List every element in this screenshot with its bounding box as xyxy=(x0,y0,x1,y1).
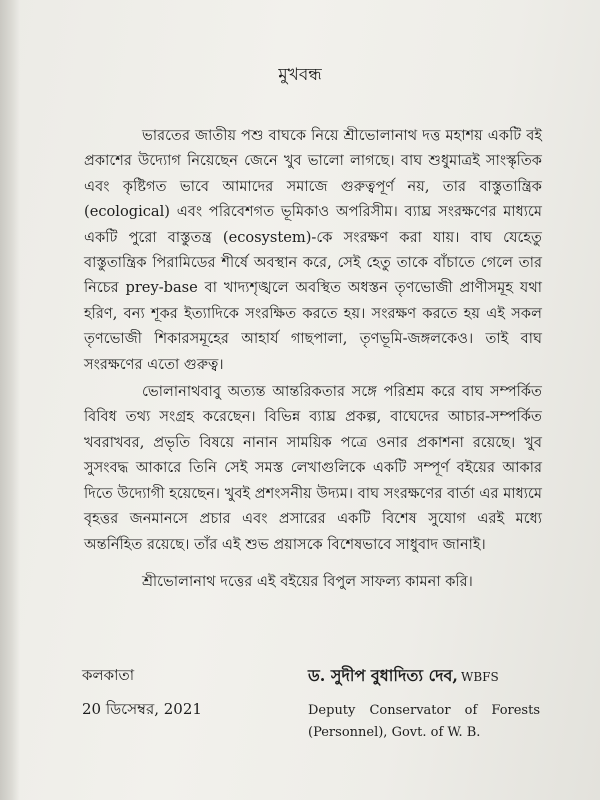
paragraph-1: ভারতের জাতীয় পশু বাঘকে নিয়ে শ্রীভোলানাথ দত্ত মহাশয় একটি বই প্রকাশের উদ্যোগ নিয়েছেন জেনে খুব ভালো লাগছে। বাঘ শুধুমাত্রই সাংস্কৃতিক এবং কৃষ্টিগত ভাবে আমাদের সমাজে গুরুত্বপূর্ণ নয়, তার বাস্তুতান্ত্রিক (ecological) এবং পরিবেশগত ভূমিকাও অপরিসীম। ব্যাঘ্র সংরক্ষণের মাধ্যমে একটি পুরো বাস্তুতন্ত্র (ecosystem)-কে সংরক্ষণ করা যায়। বাঘ যেহেতু বাস্তুতান্ত্রিক পিরামিডের শীর্ষে অবস্থান করে, সেই হেতু তাকে বাঁচাতে গেলে তার নিচের prey-base বা খাদ্যশৃঙ্খলে অবস্থিত অধস্তন তৃণভোজী প্রাণীসমূহ যথা হরিণ, বন্য শূকর ইত্যাদিকে সংরক্ষিত করতে হয়। সংরক্ষণ করতে হয় এই সকল তৃণভোজী শিকারসমূহের আহার্য গাছপালা, তৃণভূমি-জঙ্গলকেও। তাই বাঘ সংরক্ষণের এতো গুরুত্ব। xyxy=(84,127,542,373)
signatory-service: WBFS xyxy=(461,670,499,684)
signatory-name-line xyxy=(308,663,540,690)
date: 20 ডিসেম্বর, 2021 xyxy=(82,700,202,718)
page-title: মুখবন্ধ xyxy=(278,65,322,85)
closing-line: শ্রীভোলানাথ দত্তের এই বইয়ের বিপুল সাফল্য কামনা করি। xyxy=(142,572,473,590)
foreword-body xyxy=(84,123,542,596)
paragraph-2: ভোলানাথবাবু অত্যন্ত আন্তরিকতার সঙ্গে পরিশ্রম করে বাঘ সম্পর্কিত বিবিধ তথ্য সংগ্রহ করেছেন। বিভিন্ন ব্যাঘ্র প্রকল্প, বাঘেদের আচার-সম্পর্কিত খবরাখবর, প্রভৃতি বিষয়ে নানান সাময়িক পত্রে ওনার প্রকাশনা রয়েছে। খুব সুসংবদ্ধ আকারে তিনি সেই সমস্ত লেখাগুলিকে একটি সম্পূর্ণ বইয়ের আকার দিতে উদ্যোগী হয়েছেন। খুবই প্রশংসনীয় উদ্যম। বাঘ সংরক্ষণের বার্তা এর মাধ্যমে বৃহত্তর জনমানসে প্রচার এবং প্রসারের একটি বিশেষ সুযোগ এরই মধ্যে অন্তর্নিহিত রয়েছে। তাঁর এই শুভ প্রয়াসকে বিশেষভাবে সাধুবাদ জানাই। xyxy=(84,383,542,553)
signatory-name: ড. সুদীপ বুধাদিত্য দেব, xyxy=(308,666,458,685)
place-date-block xyxy=(82,660,202,724)
page-binding-shadow xyxy=(0,0,20,800)
signatory-designation: Deputy Conservator of Forests (Personnel), Govt. of W. B. xyxy=(308,703,540,740)
place: কলকাতা xyxy=(82,666,135,684)
signature-block xyxy=(308,663,540,744)
